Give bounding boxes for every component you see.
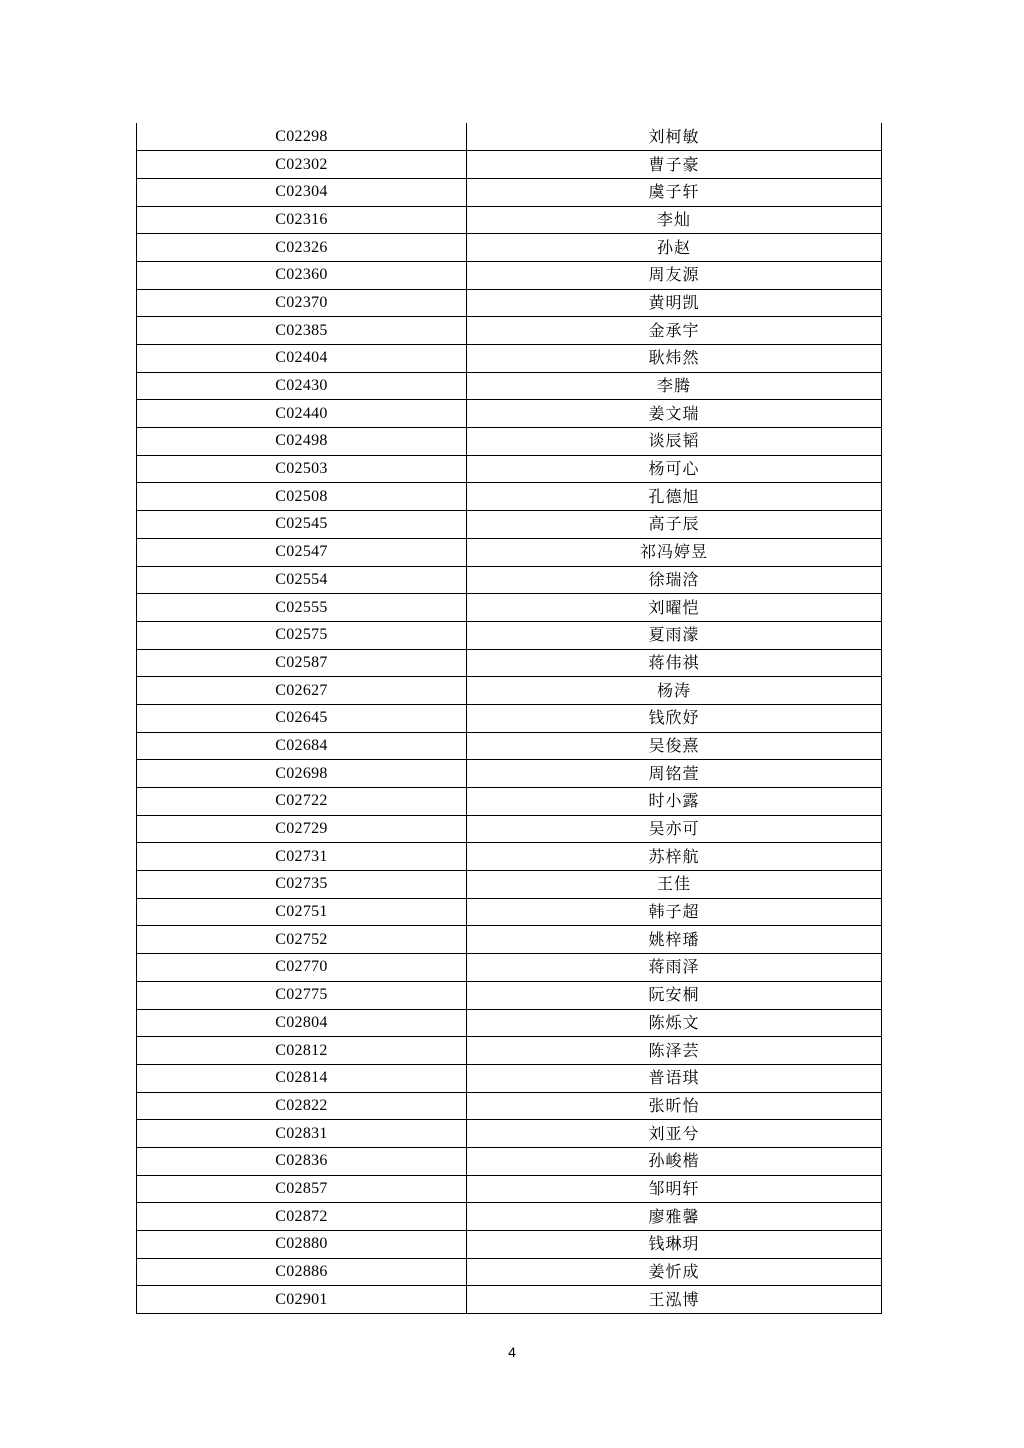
table-row xyxy=(137,511,882,539)
student-name-cell: 祁冯婷昱 xyxy=(467,538,882,566)
student-name-cell: 刘亚兮 xyxy=(467,1120,882,1148)
table-row xyxy=(137,234,882,262)
student-code-cell: C02587 xyxy=(137,649,467,677)
table-row xyxy=(137,1147,882,1175)
student-name-cell: 时小露 xyxy=(467,788,882,816)
student-code-cell: C02545 xyxy=(137,511,467,539)
student-name-cell: 金承宇 xyxy=(467,317,882,345)
student-name-cell: 周友源 xyxy=(467,261,882,289)
table-row xyxy=(137,1175,882,1203)
table-row xyxy=(137,871,882,899)
table-row xyxy=(137,1286,882,1314)
table-row xyxy=(137,206,882,234)
student-name-cell: 张昕怡 xyxy=(467,1092,882,1120)
student-name-cell: 廖雅馨 xyxy=(467,1203,882,1231)
table-row xyxy=(137,843,882,871)
student-name-cell: 周铭萱 xyxy=(467,760,882,788)
table-row xyxy=(137,1231,882,1259)
student-name-cell: 王泓博 xyxy=(467,1286,882,1314)
student-code-cell: C02775 xyxy=(137,981,467,1009)
student-code-cell: C02316 xyxy=(137,206,467,234)
student-code-cell: C02645 xyxy=(137,704,467,732)
table-row xyxy=(137,1120,882,1148)
student-name-cell: 高子辰 xyxy=(467,511,882,539)
table-row xyxy=(137,815,882,843)
page-number: 4 xyxy=(508,1344,516,1360)
student-name-cell: 夏雨濛 xyxy=(467,621,882,649)
student-code-cell: C02836 xyxy=(137,1147,467,1175)
table-row xyxy=(137,1203,882,1231)
table-row xyxy=(137,926,882,954)
table-row xyxy=(137,677,882,705)
table-row xyxy=(137,1037,882,1065)
table-row xyxy=(137,649,882,677)
student-code-cell: C02812 xyxy=(137,1037,467,1065)
student-name-cell: 刘曜恺 xyxy=(467,594,882,622)
table-row xyxy=(137,1009,882,1037)
student-name-cell: 陈烁文 xyxy=(467,1009,882,1037)
student-name-cell: 杨可心 xyxy=(467,455,882,483)
table-row xyxy=(137,621,882,649)
table-row xyxy=(137,483,882,511)
student-name-cell: 姜文瑞 xyxy=(467,400,882,428)
student-name-cell: 姚梓璠 xyxy=(467,926,882,954)
student-code-cell: C02302 xyxy=(137,151,467,179)
student-name-cell: 吴亦可 xyxy=(467,815,882,843)
table-row xyxy=(137,289,882,317)
table-row xyxy=(137,123,882,151)
table-row xyxy=(137,1064,882,1092)
student-name-cell: 阮安桐 xyxy=(467,981,882,1009)
roster-table-body xyxy=(137,123,882,1314)
student-code-cell: C02430 xyxy=(137,372,467,400)
table-row xyxy=(137,1092,882,1120)
student-code-cell: C02722 xyxy=(137,788,467,816)
student-code-cell: C02440 xyxy=(137,400,467,428)
student-name-cell: 钱琳玥 xyxy=(467,1231,882,1259)
table-row xyxy=(137,788,882,816)
student-code-cell: C02326 xyxy=(137,234,467,262)
student-code-cell: C02729 xyxy=(137,815,467,843)
table-row xyxy=(137,898,882,926)
student-code-cell: C02547 xyxy=(137,538,467,566)
table-row xyxy=(137,178,882,206)
student-name-cell: 普语琪 xyxy=(467,1064,882,1092)
student-code-cell: C02508 xyxy=(137,483,467,511)
student-name-cell: 姜忻成 xyxy=(467,1258,882,1286)
student-name-cell: 李腾 xyxy=(467,372,882,400)
table-row xyxy=(137,455,882,483)
student-name-cell: 孙赵 xyxy=(467,234,882,262)
student-name-cell: 黄明凯 xyxy=(467,289,882,317)
student-name-cell: 曹子豪 xyxy=(467,151,882,179)
roster-table xyxy=(136,123,882,1314)
table-row xyxy=(137,317,882,345)
student-name-cell: 刘柯敏 xyxy=(467,123,882,151)
student-code-cell: C02770 xyxy=(137,954,467,982)
student-name-cell: 韩子超 xyxy=(467,898,882,926)
student-name-cell: 杨涛 xyxy=(467,677,882,705)
student-code-cell: C02751 xyxy=(137,898,467,926)
student-name-cell: 陈泽芸 xyxy=(467,1037,882,1065)
student-name-cell: 苏梓航 xyxy=(467,843,882,871)
student-code-cell: C02304 xyxy=(137,178,467,206)
student-code-cell: C02555 xyxy=(137,594,467,622)
student-code-cell: C02901 xyxy=(137,1286,467,1314)
student-code-cell: C02804 xyxy=(137,1009,467,1037)
table-row xyxy=(137,151,882,179)
student-name-cell: 蒋雨泽 xyxy=(467,954,882,982)
student-code-cell: C02684 xyxy=(137,732,467,760)
table-row xyxy=(137,760,882,788)
student-name-cell: 谈辰韬 xyxy=(467,428,882,456)
student-code-cell: C02735 xyxy=(137,871,467,899)
student-code-cell: C02404 xyxy=(137,345,467,373)
table-row xyxy=(137,538,882,566)
table-row xyxy=(137,400,882,428)
table-row xyxy=(137,981,882,1009)
student-code-cell: C02814 xyxy=(137,1064,467,1092)
student-code-cell: C02731 xyxy=(137,843,467,871)
student-code-cell: C02503 xyxy=(137,455,467,483)
table-row xyxy=(137,566,882,594)
student-code-cell: C02880 xyxy=(137,1231,467,1259)
student-code-cell: C02886 xyxy=(137,1258,467,1286)
student-name-cell: 耿炜然 xyxy=(467,345,882,373)
student-name-cell: 蒋伟祺 xyxy=(467,649,882,677)
student-name-cell: 孔德旭 xyxy=(467,483,882,511)
student-code-cell: C02831 xyxy=(137,1120,467,1148)
student-name-cell: 邹明轩 xyxy=(467,1175,882,1203)
student-name-cell: 徐瑞浛 xyxy=(467,566,882,594)
table-row xyxy=(137,428,882,456)
student-code-cell: C02752 xyxy=(137,926,467,954)
table-row xyxy=(137,954,882,982)
table-row xyxy=(137,732,882,760)
table-row xyxy=(137,594,882,622)
student-name-cell: 吴俊熹 xyxy=(467,732,882,760)
student-code-cell: C02627 xyxy=(137,677,467,705)
table-row xyxy=(137,1258,882,1286)
student-name-cell: 孙峻楷 xyxy=(467,1147,882,1175)
student-code-cell: C02385 xyxy=(137,317,467,345)
student-code-cell: C02554 xyxy=(137,566,467,594)
student-code-cell: C02822 xyxy=(137,1092,467,1120)
student-name-cell: 虞子轩 xyxy=(467,178,882,206)
student-code-cell: C02857 xyxy=(137,1175,467,1203)
student-name-cell: 李灿 xyxy=(467,206,882,234)
student-name-cell: 王佳 xyxy=(467,871,882,899)
student-name-cell: 钱欣妤 xyxy=(467,704,882,732)
student-code-cell: C02498 xyxy=(137,428,467,456)
student-code-cell: C02872 xyxy=(137,1203,467,1231)
table-row xyxy=(137,261,882,289)
table-row xyxy=(137,345,882,373)
student-code-cell: C02698 xyxy=(137,760,467,788)
student-code-cell: C02370 xyxy=(137,289,467,317)
table-row xyxy=(137,372,882,400)
table-row xyxy=(137,704,882,732)
student-code-cell: C02298 xyxy=(137,123,467,151)
student-code-cell: C02575 xyxy=(137,621,467,649)
student-code-cell: C02360 xyxy=(137,261,467,289)
